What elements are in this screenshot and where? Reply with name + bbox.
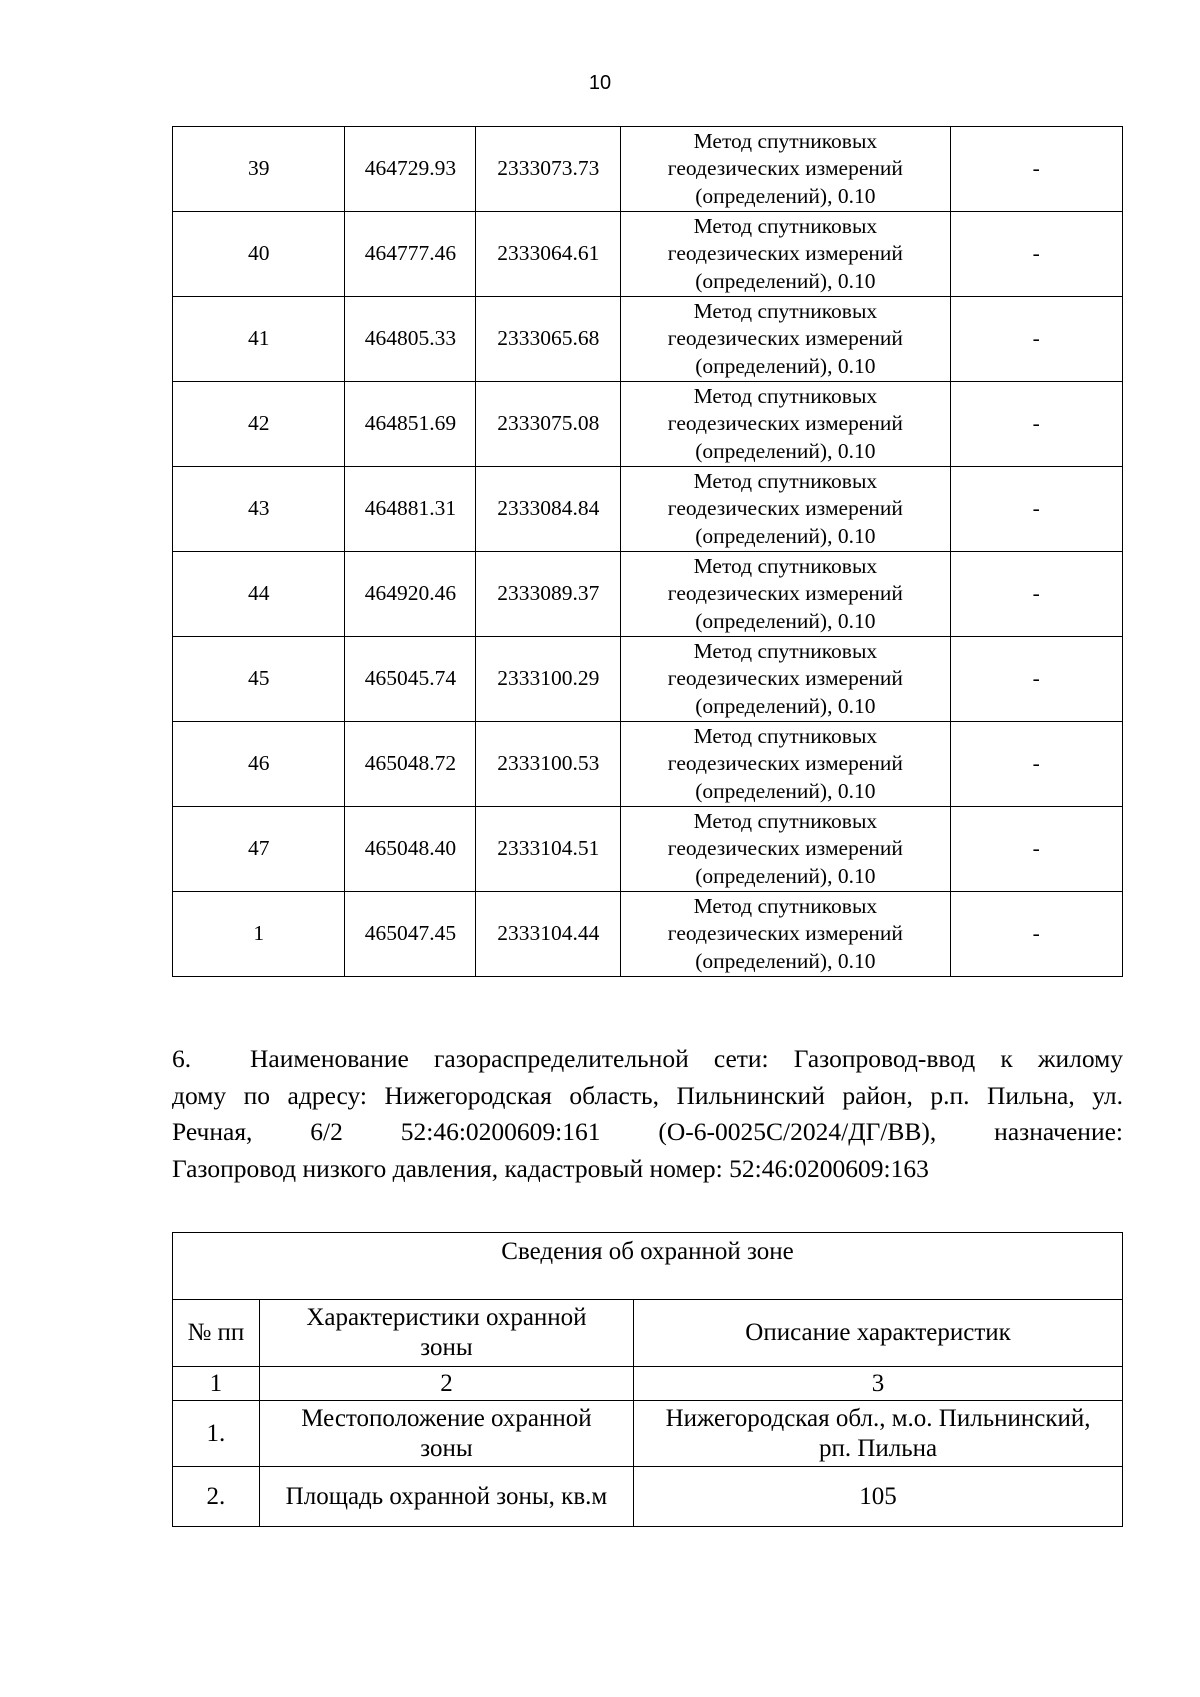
zone-table-title-row xyxy=(173,1233,1123,1300)
method-cell xyxy=(621,552,950,637)
row-characteristic-line-1: Местоположение охранной xyxy=(301,1404,592,1432)
method-line-3: (определений), 0.10 xyxy=(695,693,876,718)
point-number-cell: 47 xyxy=(173,807,345,892)
note-cell: - xyxy=(950,297,1122,382)
method-line-2: геодезических измерений xyxy=(667,326,903,351)
x-coordinate-cell: 464729.93 xyxy=(345,127,476,212)
x-coordinate-cell: 465048.40 xyxy=(345,807,476,892)
y-coordinate-cell: 2333075.08 xyxy=(476,382,621,467)
method-line-1: Метод спутниковых xyxy=(693,128,878,153)
row-number: 2. xyxy=(173,1467,260,1527)
table-row xyxy=(173,382,1123,467)
point-number-cell: 41 xyxy=(173,297,345,382)
method-line-2: геодезических измерений xyxy=(667,921,903,946)
method-cell xyxy=(621,807,950,892)
table-row xyxy=(173,297,1123,382)
y-coordinate-cell: 2333104.51 xyxy=(476,807,621,892)
method-line-1: Метод спутниковых xyxy=(693,383,878,408)
method-line-1: Метод спутниковых xyxy=(693,723,878,748)
row-description-line-2: рп. Пильна xyxy=(818,1434,938,1462)
zone-table-title: Сведения об охранной зоне xyxy=(173,1233,1123,1300)
row-characteristic-line-2: зоны xyxy=(420,1434,473,1462)
x-coordinate-cell: 464805.33 xyxy=(345,297,476,382)
point-number-cell: 1 xyxy=(173,892,345,977)
coordinates-table xyxy=(172,126,1123,977)
zone-table-index-row xyxy=(173,1367,1123,1401)
x-coordinate-cell: 465045.74 xyxy=(345,637,476,722)
method-cell xyxy=(621,467,950,552)
section-line-3: Речная, 6/2 52:46:0200609:161 (О-6-0025С/2024/ДГ/ВВ), назначение: xyxy=(172,1117,1123,1146)
point-number-cell: 42 xyxy=(173,382,345,467)
method-line-2: геодезических измерений xyxy=(667,751,903,776)
section-line-2: дому по адресу: Нижегородская область, Пильнинский район, р.п. Пильна, ул. xyxy=(172,1080,1123,1110)
note-cell: - xyxy=(950,467,1122,552)
method-line-2: геодезических измерений xyxy=(667,666,903,691)
method-line-1: Метод спутниковых xyxy=(693,468,878,493)
table-row xyxy=(173,127,1123,212)
index-cell-2: 2 xyxy=(259,1367,633,1401)
table-row xyxy=(173,552,1123,637)
method-line-3: (определений), 0.10 xyxy=(695,948,876,973)
page-number: 10 xyxy=(588,72,612,94)
zone-table-row xyxy=(173,1401,1123,1467)
row-number: 1. xyxy=(173,1401,260,1467)
point-number-cell: 45 xyxy=(173,637,345,722)
table-row xyxy=(173,212,1123,297)
table-row xyxy=(173,467,1123,552)
point-number-cell: 46 xyxy=(173,722,345,807)
note-cell: - xyxy=(950,892,1122,977)
protection-zone-table xyxy=(172,1232,1123,1527)
method-line-2: геодезических измерений xyxy=(667,411,903,436)
method-line-1: Метод спутниковых xyxy=(693,808,878,833)
section-number: 6. xyxy=(172,1044,192,1073)
note-cell: - xyxy=(950,722,1122,807)
note-cell: - xyxy=(950,807,1122,892)
method-line-3: (определений), 0.10 xyxy=(695,778,876,803)
method-line-1: Метод спутниковых xyxy=(693,298,878,323)
point-number-cell: 43 xyxy=(173,467,345,552)
method-line-2: геодезических измерений xyxy=(667,496,903,521)
method-line-3: (определений), 0.10 xyxy=(695,523,876,548)
method-line-1: Метод спутниковых xyxy=(693,893,878,918)
method-line-2: геодезических измерений xyxy=(667,241,903,266)
header-characteristics-line-2: зоны xyxy=(420,1334,473,1361)
note-cell: - xyxy=(950,212,1122,297)
header-description: Описание характеристик xyxy=(634,1300,1123,1367)
table-row xyxy=(173,892,1123,977)
table-row xyxy=(173,637,1123,722)
method-line-3: (определений), 0.10 xyxy=(695,183,876,208)
row-description: 105 xyxy=(634,1467,1123,1527)
x-coordinate-cell: 464881.31 xyxy=(345,467,476,552)
method-cell xyxy=(621,297,950,382)
method-cell xyxy=(621,637,950,722)
point-number-cell: 40 xyxy=(173,212,345,297)
row-characteristic xyxy=(259,1401,633,1467)
table-row xyxy=(173,807,1123,892)
method-cell xyxy=(621,382,950,467)
zone-table-header-row xyxy=(173,1300,1123,1367)
method-line-3: (определений), 0.10 xyxy=(695,438,876,463)
header-characteristics xyxy=(259,1300,633,1367)
y-coordinate-cell: 2333100.29 xyxy=(476,637,621,722)
method-line-3: (определений), 0.10 xyxy=(695,353,876,378)
method-line-3: (определений), 0.10 xyxy=(695,863,876,888)
y-coordinate-cell: 2333064.61 xyxy=(476,212,621,297)
header-number: № пп xyxy=(173,1300,260,1367)
index-cell-3: 3 xyxy=(634,1367,1123,1401)
method-line-2: геодезических измерений xyxy=(667,581,903,606)
method-line-3: (определений), 0.10 xyxy=(695,608,876,633)
note-cell: - xyxy=(950,637,1122,722)
x-coordinate-cell: 464777.46 xyxy=(345,212,476,297)
method-line-2: геодезических измерений xyxy=(667,836,903,861)
row-description-line-1: Нижегородская обл., м.о. Пильнинский, xyxy=(665,1404,1091,1432)
method-cell xyxy=(621,722,950,807)
section-line-1-text: Наименование газораспределительной сети: Газопровод-ввод к жилому xyxy=(250,1044,1123,1073)
y-coordinate-cell: 2333089.37 xyxy=(476,552,621,637)
x-coordinate-cell: 465047.45 xyxy=(345,892,476,977)
x-coordinate-cell: 465048.72 xyxy=(345,722,476,807)
note-cell: - xyxy=(950,552,1122,637)
point-number-cell: 39 xyxy=(173,127,345,212)
x-coordinate-cell: 464851.69 xyxy=(345,382,476,467)
method-line-2: геодезических измерений xyxy=(667,156,903,181)
x-coordinate-cell: 464920.46 xyxy=(345,552,476,637)
coordinates-table-body xyxy=(173,127,1123,977)
method-line-1: Метод спутниковых xyxy=(693,638,878,663)
y-coordinate-cell: 2333073.73 xyxy=(476,127,621,212)
section-6-paragraph xyxy=(172,1041,1123,1187)
point-number-cell: 44 xyxy=(173,552,345,637)
row-description xyxy=(634,1401,1123,1467)
table-row xyxy=(173,722,1123,807)
note-cell: - xyxy=(950,127,1122,212)
y-coordinate-cell: 2333104.44 xyxy=(476,892,621,977)
note-cell: - xyxy=(950,382,1122,467)
y-coordinate-cell: 2333100.53 xyxy=(476,722,621,807)
method-line-1: Метод спутниковых xyxy=(693,213,878,238)
method-line-1: Метод спутниковых xyxy=(693,553,878,578)
index-cell-1: 1 xyxy=(173,1367,260,1401)
section-line-4: Газопровод низкого давления, кадастровый номер: 52:46:0200609:163 xyxy=(172,1153,929,1183)
method-cell xyxy=(621,212,950,297)
method-line-3: (определений), 0.10 xyxy=(695,268,876,293)
header-characteristics-line-1: Характеристики охранной xyxy=(306,1304,587,1331)
section-line-1 xyxy=(172,1041,1123,1078)
row-characteristic: Площадь охранной зоны, кв.м xyxy=(259,1467,633,1527)
zone-table-row xyxy=(173,1467,1123,1527)
y-coordinate-cell: 2333065.68 xyxy=(476,297,621,382)
method-cell xyxy=(621,892,950,977)
method-cell xyxy=(621,127,950,212)
y-coordinate-cell: 2333084.84 xyxy=(476,467,621,552)
